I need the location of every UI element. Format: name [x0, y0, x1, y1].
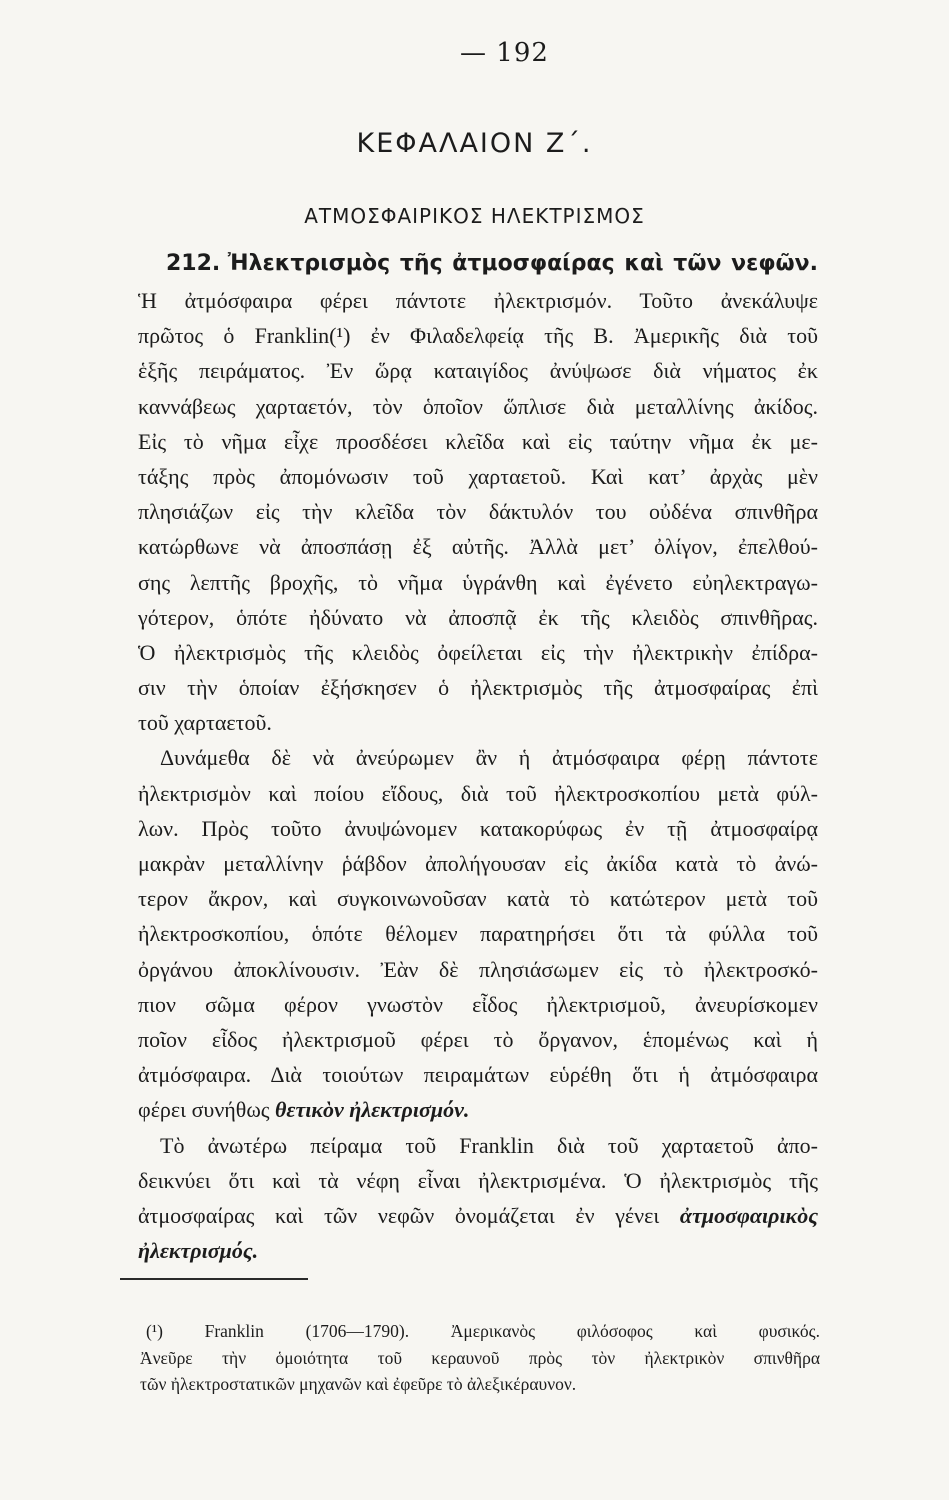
emphasis-text: θετικὸν ἠλεκτρισμόν.	[275, 1097, 470, 1123]
text-fragment: φέρει συνήθως	[138, 1097, 270, 1123]
emphasis-text: ἠλεκτρισμός.	[138, 1238, 259, 1264]
paragraph-2	[138, 740, 818, 1127]
text-line: ποῖον εἶδος ἠλεκτρισμοῦ φέρει τὸ ὄργανον, ἑπομένως καὶ ἡ	[138, 1026, 818, 1052]
text-line: σης λεπτῆς βροχῆς, τὸ νῆμα ὑγράνθη καὶ ἐγένετο εὐηλεκτραγω-	[138, 569, 818, 595]
text-line: λων. Πρὸς τοῦτο ἀνυψώνομεν κατακορύφως ἐν τῇ ἀτμοσφαίρᾳ	[138, 815, 818, 841]
text-line	[138, 1233, 818, 1268]
footnote-line: τῶν ἠλεκτροστατικῶν μηχανῶν καὶ ἐφεῦρε τὸ ἀλεξικέραυνον.	[140, 1374, 577, 1394]
section-number: 212.	[166, 251, 221, 276]
text-line: τοῦ χαρταετοῦ.	[138, 710, 272, 736]
text-line: πρῶτος ὁ Franklin(¹) ἐν Φιλαδελφείᾳ τῆς Β. Ἀμερικῆς διὰ τοῦ	[138, 323, 818, 349]
section-title: Ἠλεκτρισμὸς τῆς ἀτμοσφαίρας καὶ τῶν νεφῶν.	[227, 251, 818, 276]
text-line: ἀτμόσφαιρα. Διὰ τοιούτων πειραμάτων εὑρέθη ὅτι ἡ ἀτμόσφαιρα	[138, 1062, 818, 1088]
text-line: Ἡ ἀτμόσφαιρα φέρει πάντοτε ἠλεκτρισμόν. Τοῦτο ἀνεκάλυψε	[138, 288, 818, 313]
text-line: Ὁ ἠλεκτρισμὸς τῆς κλειδὸς ὀφείλεται εἰς τὴν ἠλεκτρικὴν ἐπίδρα-	[138, 639, 818, 665]
footnote-divider	[120, 1278, 308, 1280]
paragraph-1	[138, 283, 818, 740]
paragraph-3	[138, 1128, 818, 1269]
text-line: ἠλεκτρισμὸν καὶ ποίου εἴδους, διὰ τοῦ ἠλεκτροσκοπίου μετὰ φύλ-	[138, 780, 818, 806]
text-line: μακρὰν μεταλλίνην ῥάβδον ἀπολήγουσαν εἰς ἀκίδα κατὰ τὸ ἀνώ-	[138, 851, 818, 876]
text-line: Δυνάμεθα δὲ νὰ ἀνεύρωμεν ἂν ἡ ἀτμόσφαιρα φέρῃ πάντοτε	[160, 745, 818, 771]
text-line: Εἰς τὸ νῆμα εἶχε προσδέσει κλεῖδα καὶ εἰς ταύτην νῆμα ἐκ με-	[138, 428, 818, 454]
text-fragment: ἀτμοσφαίρας καὶ τῶν νεφῶν ὀνομάζεται ἐν γένει	[138, 1202, 660, 1228]
text-line: πλησιάζων εἰς τὴν κλεῖδα τὸν δάκτυλόν του οὐδένα σπινθῆρα	[138, 499, 818, 525]
text-line: ὀργάνου ἀποκλίνουσιν. Ἐὰν δὲ πλησιάσωμεν εἰς τὸ ἠλεκτροσκό-	[138, 956, 818, 982]
text-line: ἑξῆς πειράματος. Ἐν ὥρᾳ καταιγίδος ἀνύψωσε διὰ νήματος ἐκ	[138, 358, 818, 384]
text-line: δεικνύει ὅτι καὶ τὰ νέφη εἶναι ἠλεκτρισμένα. Ὁ ἠλεκτρισμὸς τῆς	[138, 1167, 818, 1193]
chapter-title: ΚΕΦΑΛΑΙΟΝ Ζ΄.	[356, 128, 593, 159]
chapter-subtitle: ΑΤΜΟΣΦΑΙΡΙΚΟΣ ΗΛΕΚΤΡΙΣΜΟΣ	[304, 204, 645, 228]
text-line: σιν τὴν ὁποίαν ἐξήσκησεν ὁ ἠλεκτρισμὸς τῆς ἀτμοσφαίρας ἐπὶ	[138, 675, 818, 701]
text-line	[138, 1092, 818, 1127]
text-line: τερον ἄκρον, καὶ συγκοινωνοῦσαν κατὰ τὸ κατώτερον μετὰ τοῦ	[138, 886, 818, 912]
text-line: τάξης πρὸς ἀπομόνωσιν τοῦ χαρταετοῦ. Καὶ κατ’ ἀρχὰς μὲν	[138, 463, 818, 489]
section-heading	[138, 243, 818, 283]
text-line: πιον σῶμα φέρον γνωστὸν εἶδος ἠλεκτρισμοῦ, ἀνευρίσκομεν	[138, 991, 818, 1017]
text-line: γότερον, ὁπότε ἠδύνατο νὰ ἀποσπᾷ ἐκ τῆς κλειδὸς σπινθῆρας.	[138, 604, 818, 630]
emphasis-text: ἀτμοσφαιρικὸς	[679, 1202, 819, 1228]
text-line	[138, 1198, 818, 1233]
text-line: ἠλεκτροσκοπίου, ὁπότε θέλομεν παρατηρήσει ὅτι τὰ φύλλα τοῦ	[138, 921, 818, 947]
footnote	[140, 1318, 820, 1398]
body-text	[138, 243, 818, 1268]
footnote-line: Ἀνεῦρε τὴν ὁμοιότητα τοῦ κεραυνοῦ πρὸς τὸν ἠλεκτρικὸν σπινθῆρα	[140, 1347, 820, 1368]
text-line: Τὸ ἀνωτέρω πείραμα τοῦ Franklin διὰ τοῦ χαρταετοῦ ἀπο-	[160, 1132, 818, 1158]
page-number: — 192	[460, 38, 549, 68]
text-line: καννάβεως χαρταετόν, τὸν ὁποῖον ὥπλισε διὰ μεταλλίνης ἀκίδος.	[138, 393, 818, 419]
footnote-line: (¹) Franklin (1706—1790). Ἀμερικανὸς φιλόσοφος καὶ φυσικός.	[146, 1321, 820, 1341]
text-line: κατώρθωνε νὰ ἀποσπάσῃ ἐξ αὐτῆς. Ἀλλὰ μετ’ ὀλίγον, ἐπελθού-	[138, 534, 818, 560]
